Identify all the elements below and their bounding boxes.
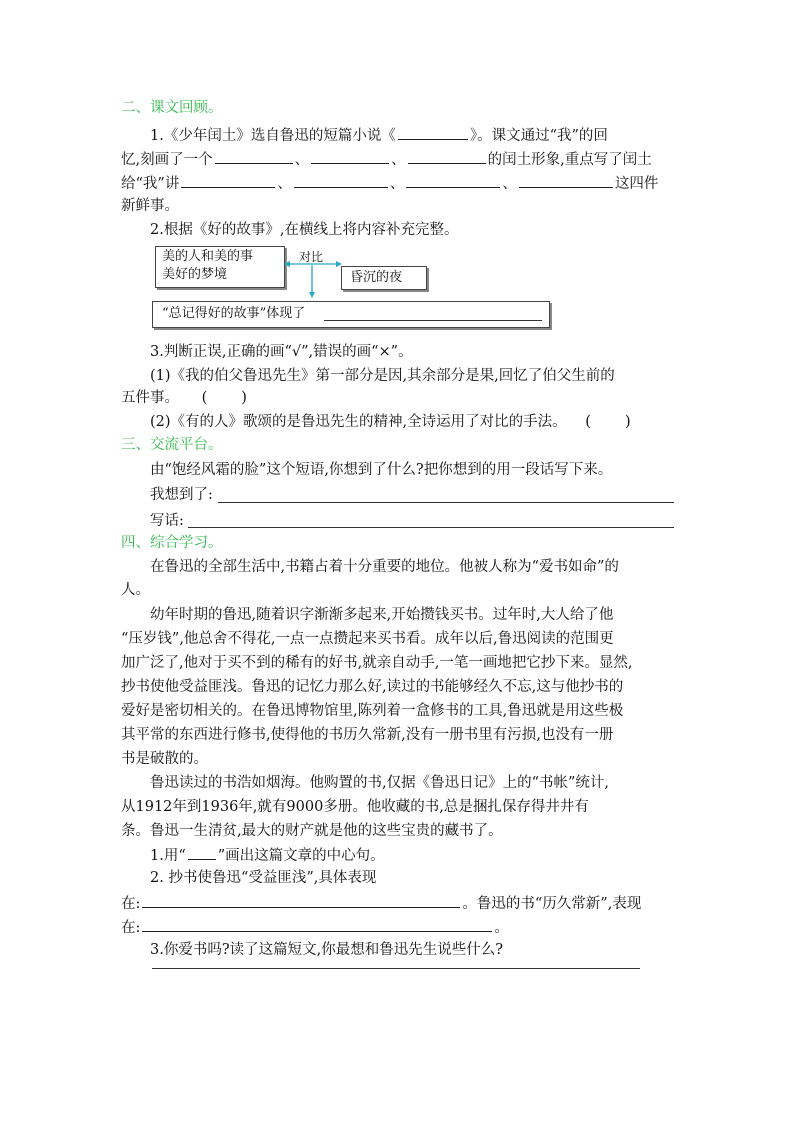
blank-story-1[interactable] bbox=[181, 172, 275, 188]
q1-text-d: 的闰土形象,重点写了闰土 bbox=[487, 152, 652, 168]
q1-line2 bbox=[121, 148, 652, 170]
p2-line: “压岁钱”,他总舍不得花,一点一点攒起来买书看。成年以后,鲁迅阅读的范围更 bbox=[121, 631, 614, 647]
p2-line: 幼年时期的鲁迅,随着识字渐渐多起来,开始攒钱买书。过年时,大人给了他 bbox=[150, 607, 614, 623]
separator: 、 bbox=[294, 152, 310, 168]
diagram-left-line1: 美的人和美的事 bbox=[162, 249, 254, 264]
separator: 、 bbox=[391, 152, 406, 168]
diagram-answer-blank[interactable] bbox=[324, 320, 542, 321]
s4-q1 bbox=[150, 844, 385, 866]
arrowhead-left-icon bbox=[284, 261, 290, 267]
separator: 、 bbox=[277, 176, 292, 192]
p3-line: 从1912年到1936年,就有9000多册。他收藏的书,总是捆扎保存得井井有 bbox=[121, 799, 589, 815]
diagram-right-text: 昏沉的夜 bbox=[350, 270, 403, 285]
q3-item1-line2 bbox=[121, 388, 247, 408]
q1-text-a: 1.《少年闰土》选自鲁迅的短篇小说《 bbox=[150, 128, 396, 144]
q2-prompt: 2.根据《好的故事》,在横线上将内容补充完整。 bbox=[150, 222, 459, 238]
p2-line: 书是破散的。 bbox=[121, 751, 208, 767]
s4-q2-text-b: 。鲁迅的书“历久常新”,表现 bbox=[462, 896, 642, 912]
diagram-arrows bbox=[284, 250, 342, 298]
q1-line4: 新鲜事。 bbox=[121, 198, 179, 214]
blank-story-3[interactable] bbox=[406, 172, 500, 188]
arrowhead-down-icon bbox=[309, 292, 315, 298]
q1-text-e: 给“我”讲 bbox=[121, 176, 180, 192]
separator: 、 bbox=[389, 176, 405, 192]
blank-story-4[interactable] bbox=[519, 172, 613, 188]
judge-paren-2[interactable]: ( ) bbox=[585, 414, 631, 430]
think-label: 我想到了: bbox=[150, 487, 213, 503]
q3-prompt: 3.判断正误,正确的画“√”,错误的画“×”。 bbox=[150, 344, 413, 360]
p2-line: 其平常的东西进行修书,使得他的书历久常新,没有一册书里有污损,也没有一册 bbox=[121, 727, 614, 743]
blank-image-1[interactable] bbox=[215, 148, 293, 164]
blank-novel-collection[interactable] bbox=[398, 124, 468, 140]
q1-text-f: 这四件 bbox=[614, 176, 659, 192]
s4-q1-text-a: 1.用“ bbox=[150, 848, 186, 864]
s4-q2-line3 bbox=[121, 916, 509, 938]
q1-text-b: 》。课文通过“我”的回 bbox=[469, 128, 608, 144]
q3-item2-text: (2)《有的人》歌颂的是鲁迅先生的精神,全诗运用了对比的手法。 bbox=[150, 414, 567, 430]
p2-line: 加广泛了,他对于买不到的稀有的好书,就亲自动手,一笔一画地把它抄下来。显然, bbox=[121, 655, 633, 671]
judge-paren-1[interactable]: ( ) bbox=[201, 390, 247, 406]
p1-line2: 人。 bbox=[121, 582, 150, 598]
think-answer-line[interactable] bbox=[218, 502, 674, 503]
s4-q1-text-b: ”画出这篇文章的中心句。 bbox=[217, 848, 385, 864]
s4-q2-period: 。 bbox=[494, 920, 509, 936]
section-heading-review: 二、课文回顾。 bbox=[121, 100, 223, 116]
s4-q2-label-a: 在: bbox=[121, 896, 141, 912]
s3-prompt: 由“饱经风霜的脸”这个短语,你想到了什么?把你想到的用一段话写下来。 bbox=[150, 462, 613, 478]
s4-q3-answer-line[interactable] bbox=[152, 968, 640, 969]
q3-item1-text: 五件事。 bbox=[121, 390, 179, 406]
p2-line: 抄书使他受益匪浅。鲁迅的记忆力那么好,读过的书能够经久不忘,这与他抄书的 bbox=[121, 679, 624, 695]
q1-text-c: 忆,刻画了一个 bbox=[121, 152, 213, 168]
blank-image-3[interactable] bbox=[408, 148, 486, 164]
p3-line: 鲁迅读过的书浩如烟海。他购置的书,仅据《鲁迅日记》上的“书帐”统计, bbox=[150, 775, 610, 791]
q1-line1 bbox=[150, 124, 608, 146]
blank-copy-benefit[interactable] bbox=[142, 892, 460, 908]
q1-line3 bbox=[121, 172, 658, 194]
write-answer-line[interactable] bbox=[188, 527, 674, 528]
blank-story-2[interactable] bbox=[294, 172, 388, 188]
p2-line: 爱好是密切相关的。在鲁迅博物馆里,陈列着一盒修书的工具,鲁迅就是用这些极 bbox=[121, 703, 624, 719]
s4-q2-line1: 2. 抄书使鲁迅“受益匪浅”,具体表现 bbox=[150, 870, 377, 886]
p1-line1: 在鲁迅的全部生活中,书籍占着十分重要的地位。他被人称为“爱书如命”的 bbox=[150, 559, 619, 575]
write-label: 写话: bbox=[150, 513, 184, 529]
blank-image-2[interactable] bbox=[311, 148, 389, 164]
s4-q2-line2 bbox=[121, 892, 641, 914]
s4-q3: 3.你爱书吗?读了这篇短文,你最想和鲁迅先生说些什么? bbox=[150, 942, 503, 958]
separator: 、 bbox=[502, 176, 517, 192]
p3-line: 条。鲁迅一生清贫,最大的财产就是他的这些宝贵的藏书了。 bbox=[121, 823, 503, 839]
diagram-contrast-label: 对比 bbox=[299, 250, 324, 264]
s4-q2-label-c: 在: bbox=[121, 920, 141, 936]
diagram-bottom-text: “总记得好的故事”体现了 bbox=[162, 306, 306, 321]
section-heading-exchange: 三、交流平台。 bbox=[121, 437, 223, 453]
q3-item2 bbox=[150, 412, 631, 432]
blank-book-renewed[interactable] bbox=[142, 916, 492, 932]
underline-sample bbox=[188, 844, 216, 860]
section-heading-integrated: 四、综合学习。 bbox=[121, 535, 223, 551]
q3-item1-line1: (1)《我的伯父鲁迅先生》第一部分是因,其余部分是果,回忆了伯父生前的 bbox=[150, 368, 615, 384]
diagram-left-line2: 美好的梦境 bbox=[162, 267, 228, 282]
